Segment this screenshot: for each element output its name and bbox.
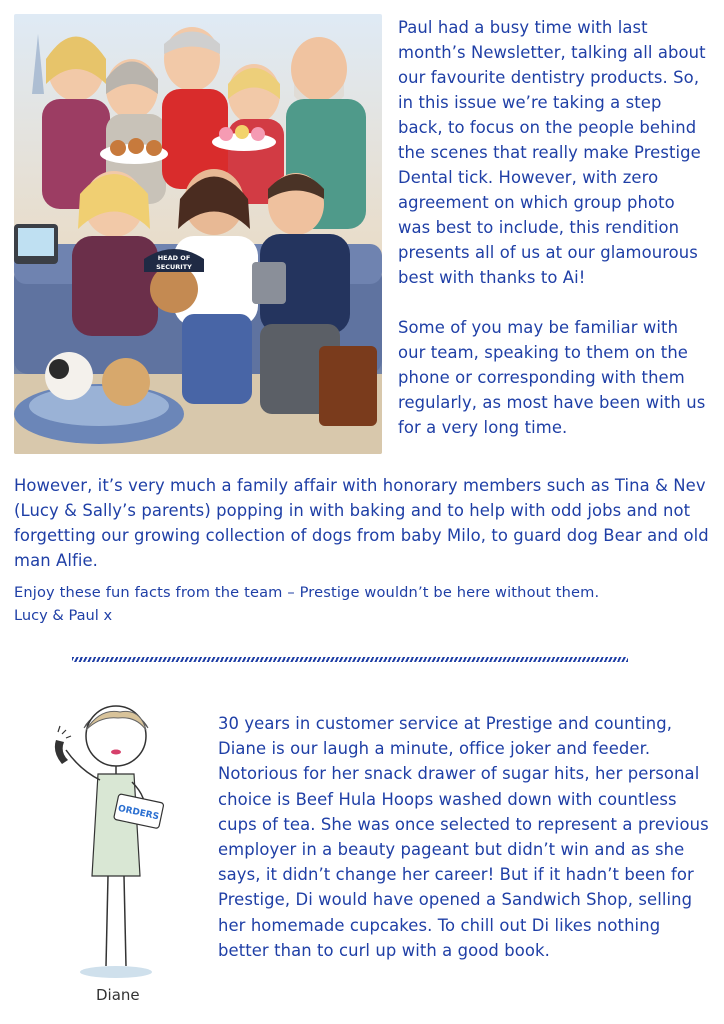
diane-bio-paragraph: 30 years in customer service at Prestige and counting, Diane is our laugh a minute, office joker and feeder. Notorious for her snack drawer of sugar hits, her personal choice is Beef Hula Hoops washed down with countless cups of tea. She was once selected to represent a previous employer in a beauty pageant but didn’t win and as she says, it didn’t change her career! But if it hadn’t been for Prestige, Di would have opened a Sandwich Shop, selling her homemade cupcakes. To chill out Di likes nothing better than to curl up with a good book. xyxy=(218,714,709,960)
diane-illustration xyxy=(40,690,180,990)
signoff-line: Lucy & Paul x xyxy=(14,607,113,624)
diane-figure-svg xyxy=(40,690,180,990)
orders-card-label: ORDERS xyxy=(116,803,160,823)
enjoy-fun-facts-line: Enjoy these fun facts from the team – Prestige wouldn’t be here without them. xyxy=(14,584,600,601)
cap-text-line1: HEAD OF xyxy=(157,254,191,262)
intro-text-column xyxy=(398,15,710,440)
team-illustration-svg xyxy=(14,14,382,454)
intro-paragraph-2: Some of you may be familiar with our team, speaking to them on the phone or corresponding with them regularly, as most have been with us for a very long time. xyxy=(398,318,706,437)
intro-paragraph-1: Paul had a busy time with last month’s Newsletter, talking all about our favourite dentistry products. So, in this issue we’re taking a step back, to focus on the people behind the scenes that really make Prestige Dental tick. However, with zero agreement on which group photo was best to include, this rendition presents all of us at our glamourous best with thanks to Ai! xyxy=(398,18,706,287)
cap-text-line2: SECURITY xyxy=(156,263,192,271)
diane-name-label: Diane xyxy=(96,986,140,1004)
team-group-illustration xyxy=(14,14,382,454)
section-divider xyxy=(72,657,628,662)
family-affair-paragraph: However, it’s very much a family affair with honorary members such as Tina & Nev (Lucy & Sally’s parents) popping in with baking and to help with odd jobs and not forgetting our growing collection of dogs from baby Milo, to guard dog Bear and old man Alfie. xyxy=(14,476,709,570)
